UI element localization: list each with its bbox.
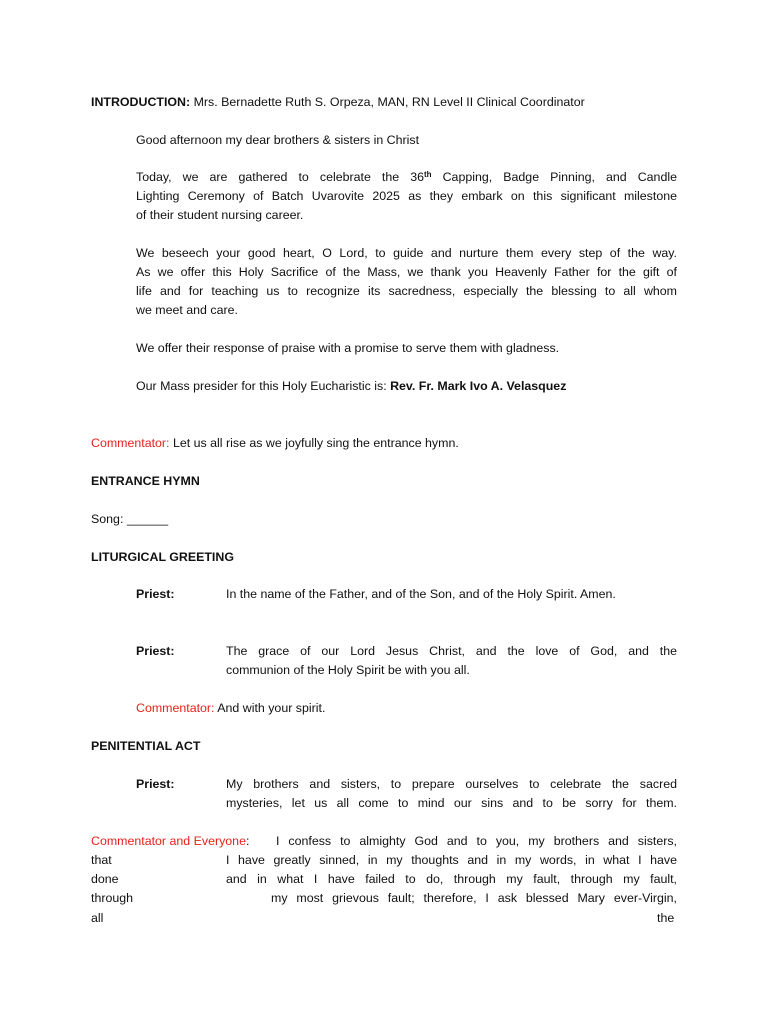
priest-grace-line1: The grace of our Lord Jesus Christ, and the love of God, and the (226, 644, 677, 658)
intro-text: Mrs. Bernadette Ruth S. Orpeza, MAN, RN Level II Clinical Coordinator (190, 95, 585, 109)
intro-p1-line2: Lighting Ceremony of Batch Uvarovite 2025 as they embark on this significant milestone (136, 189, 677, 203)
entrance-song: Song: ______ (91, 512, 169, 526)
confiteor-line1: I confess to almighty God and to you, my brothers and sisters, (276, 834, 677, 848)
entrance-hymn-heading: ENTRANCE HYMN (91, 474, 200, 488)
intro-p2-line1: We beseech your good heart, O Lord, to guide and nurture them every step of the way. (136, 246, 677, 260)
commentator-text: And with your spirit. (214, 701, 326, 715)
commentator-label: Commentator: (91, 436, 170, 450)
commentator-text: Let us all rise as we joyfully sing the entrance hymn. (169, 436, 459, 450)
confiteor-line3: and in what I have failed to do, through my fault, through my fault, (226, 872, 677, 886)
confiteor-line5: the (657, 911, 675, 925)
priest-label: Priest: (136, 644, 175, 658)
confiteor-left-word: all (91, 911, 104, 925)
priest-label: Priest: (136, 777, 175, 791)
intro-p1-text-a: Today, we are gathered to celebrate the 36 (136, 170, 424, 184)
intro-p4-text: Our Mass presider for this Holy Eucharistic is: (136, 379, 391, 393)
intro-p1-line1 (136, 168, 677, 187)
intro-p2-line4: we meet and care. (136, 303, 238, 317)
intro-p1-text-b: Capping, Badge Pinning, and Candle (431, 170, 677, 184)
intro-line (91, 93, 585, 112)
label-colon: : (245, 834, 250, 848)
intro-p1-superscript: th (423, 170, 432, 179)
commentator-entrance-line (91, 434, 459, 453)
intro-p1-line3: of their student nursing career. (136, 208, 304, 222)
confiteor-left-word: through (91, 891, 134, 905)
commentator-label: Commentator: (136, 701, 215, 715)
priest-penitential-line2: mysteries, let us all come to mind our sins and to be sorry for them. (226, 796, 677, 810)
intro-greeting: Good afternoon my dear brothers & sisters in Christ (136, 133, 420, 147)
intro-p3: We offer their response of praise with a promise to serve them with gladness. (136, 341, 560, 355)
confiteor-line2: I have greatly sinned, in my thoughts and in my words, in what I have (226, 853, 677, 867)
confiteor-line4: my most grievous fault; therefore, I ask blessed Mary ever-Virgin, (271, 891, 677, 905)
intro-p2-line3: life and for teaching us to recognize its sacredness, especially the blessing to all whom (136, 284, 677, 298)
confiteor-left-word: that (91, 853, 112, 867)
confiteor-left-word: done (91, 872, 119, 886)
liturgical-greeting-heading: LITURGICAL GREETING (91, 550, 234, 564)
mass-presider-name: Rev. Fr. Mark Ivo A. Velasquez (390, 379, 567, 393)
intro-p2-line2: As we offer this Holy Sacrifice of the Mass, we thank you Heavenly Father for the gift of (136, 265, 677, 279)
intro-p4 (136, 377, 566, 396)
penitential-act-heading: PENITENTIAL ACT (91, 739, 201, 753)
priest-grace-line2: communion of the Holy Spirit be with you all. (226, 663, 470, 677)
commentator-response-line (136, 699, 325, 718)
intro-label: INTRODUCTION: (91, 95, 191, 109)
priest-penitential-line1: My brothers and sisters, to prepare ourselves to celebrate the sacred (226, 777, 677, 791)
commentator-everyone-label: Commentator and Everyone (91, 834, 246, 848)
confiteor-label (91, 832, 249, 851)
priest-greeting-text: In the name of the Father, and of the Son, and of the Holy Spirit. Amen. (226, 587, 616, 601)
priest-label: Priest: (136, 587, 175, 601)
